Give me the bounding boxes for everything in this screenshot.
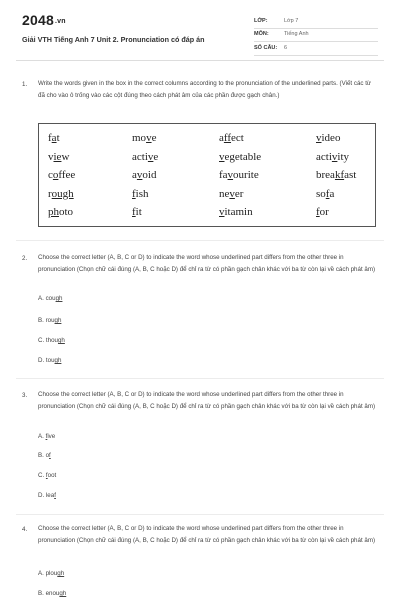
word-part: ne [219, 187, 230, 200]
option-letter: D. [38, 357, 46, 364]
option-letter: B. [38, 590, 46, 597]
word-item [132, 129, 158, 148]
word-part: ity [337, 150, 350, 163]
answer-option[interactable] [38, 295, 62, 302]
question-1-number: 1. [22, 81, 28, 88]
word-part: ect [231, 132, 244, 144]
header-divider [16, 60, 384, 61]
meta-count-value: 6 [284, 45, 288, 51]
option-word-part: o [45, 452, 50, 459]
option-letter: A. [38, 433, 46, 440]
word-underlined-part: v [219, 150, 225, 163]
word-underlined-part: v [229, 187, 235, 200]
word-item [219, 166, 261, 185]
option-underlined-part: f [49, 452, 51, 459]
word-part: ideo [321, 132, 341, 144]
word-item [316, 148, 356, 167]
word-part: ish [135, 187, 149, 200]
document-title: Giải VTH Tiếng Anh 7 Unit 2. Pronunciation có đáp án [22, 35, 205, 44]
option-underlined-part: f [45, 433, 48, 440]
option-letter: C. [38, 472, 46, 479]
section-divider [16, 378, 384, 379]
option-underlined-part: gh [57, 337, 65, 344]
word-underlined-part: f [132, 187, 136, 200]
word-item [48, 203, 75, 222]
word-item [132, 185, 158, 204]
word-underlined-part: v [136, 169, 143, 182]
word-item [219, 148, 261, 167]
logo-text: 2048 [22, 12, 54, 28]
word-part: t [56, 132, 60, 144]
answer-option[interactable] [38, 433, 55, 440]
word-part: oid [142, 169, 157, 182]
question-3-text: Choose the correct letter (A, B, C or D) to indicate the word whose underlined part differs from the other three in pronunciation (Chọn chữ cái đúng (A, B, C hoặc D) để chỉ ra từ có phần gạch chân khác với ba từ còn lại về cách phát âm) [38, 391, 376, 410]
word-underlined-part: v [316, 132, 322, 144]
word-part: fa [219, 169, 228, 182]
word-underlined-part: f [132, 206, 136, 219]
option-word-part: lea [45, 492, 55, 499]
option-word-part: oot [47, 472, 57, 479]
word-item [219, 129, 261, 148]
word-part: mo [132, 132, 147, 144]
word-underlined-part: a [51, 132, 57, 144]
section-divider [16, 514, 384, 515]
option-word-part: tou [45, 357, 55, 364]
option-letter: B. [38, 452, 46, 459]
word-item [48, 166, 75, 185]
word-item [48, 129, 75, 148]
option-underlined-part: gh [57, 570, 65, 577]
site-logo[interactable] [22, 12, 66, 28]
question-4-number: 4. [22, 526, 28, 533]
word-part: oto [59, 206, 74, 219]
word-part: so [316, 187, 326, 200]
answer-option[interactable] [38, 317, 61, 324]
word-item [132, 148, 158, 167]
word-part: acti [132, 150, 148, 163]
word-item [316, 129, 356, 148]
word-underlined-part: f [316, 206, 320, 219]
option-letter: A. [38, 295, 46, 302]
meta-count-label: SỐ CÂU: [254, 45, 278, 51]
word-part: ffee [58, 169, 76, 182]
option-word-part: plou [45, 570, 58, 577]
option-word-part: thou [45, 337, 58, 344]
word-part: or [319, 206, 329, 219]
question-1-text: Write the words given in the box in the correct columns according to the pronunciation of the underlined parts. (Viết các từ đã cho vào ô trống vào các cột đúng theo cách phát âm của các phần được gạch chân.) [38, 80, 372, 99]
document-header [0, 0, 400, 62]
word-item [316, 203, 356, 222]
option-letter: D. [38, 492, 46, 499]
logo-suffix: .vn [54, 18, 66, 25]
meta-class-label: LỚP: [254, 18, 268, 24]
section-divider [16, 240, 384, 241]
word-underlined-part: v [147, 150, 154, 163]
option-underlined-part: f [45, 472, 48, 479]
word-part: a [329, 187, 335, 200]
word-column-4 [316, 129, 356, 222]
answer-option[interactable] [38, 472, 56, 479]
option-letter: B. [38, 317, 46, 324]
meta-subject [254, 27, 378, 42]
word-underlined-part: ff [223, 132, 232, 144]
answer-option[interactable] [38, 452, 51, 459]
word-column-1 [48, 129, 75, 222]
word-item [316, 185, 356, 204]
word-part: f [48, 132, 52, 144]
option-word-part: enou [45, 590, 60, 597]
word-item [48, 185, 75, 204]
meta-subject-label: MÔN: [254, 31, 269, 37]
option-letter: A. [38, 570, 46, 577]
answer-option[interactable] [38, 570, 64, 577]
answer-option[interactable] [38, 337, 65, 344]
answer-option[interactable] [38, 492, 56, 499]
word-part: e [153, 150, 159, 163]
word-underlined-part: ph [48, 206, 59, 219]
word-column-2 [132, 129, 158, 222]
question-3-number: 3. [22, 392, 28, 399]
option-underlined-part: f [54, 492, 56, 499]
word-part: a [219, 132, 224, 144]
option-underlined-part: gh [54, 357, 62, 364]
answer-option[interactable] [38, 590, 66, 597]
option-underlined-part: gh [54, 317, 62, 324]
option-letter: C. [38, 337, 46, 344]
option-word-part: rou [45, 317, 55, 324]
word-underlined-part: v [331, 150, 338, 163]
word-underlined-part: kf [334, 169, 345, 182]
word-part: itamin [224, 206, 253, 219]
word-underlined-part: ie [53, 150, 62, 163]
question-4-text: Choose the correct letter (A, B, C or D) to indicate the word whose underlined part differs from the other three in pronunciation (Chọn chữ cái đúng (A, B, C hoặc D) để chỉ ra từ có phần gạch chân khác với ba từ còn lại về cách phát âm) [38, 525, 376, 544]
option-word-part: ive [47, 433, 56, 440]
meta-class-value: Lớp 7 [284, 18, 299, 24]
word-item [48, 148, 75, 167]
word-underlined-part: o [52, 169, 59, 182]
question-2-text: Choose the correct letter (A, B, C or D) to indicate the word whose underlined part differs from the other three in pronunciation (Chọn chữ cái đúng (A, B, C hoặc D) để chỉ ra từ có phần gạch chân khác với ba từ còn lại về cách phát âm) [38, 254, 376, 273]
meta-subject-value: Tiếng Anh [284, 31, 309, 37]
option-word-part: cou [45, 295, 56, 302]
word-part: er [234, 187, 244, 200]
word-underlined-part: v [146, 132, 152, 144]
word-underlined-part: ough [51, 187, 74, 200]
word-part: acti [316, 150, 332, 163]
word-part: w [61, 150, 70, 163]
word-column-3 [219, 129, 261, 222]
word-item [316, 166, 356, 185]
word-part: v [48, 150, 54, 163]
word-underlined-part: v [219, 206, 225, 219]
word-part: it [135, 206, 142, 219]
word-part: r [48, 187, 52, 200]
word-box [38, 123, 376, 227]
word-part: c [48, 169, 53, 182]
word-part: egetable [224, 150, 262, 163]
option-underlined-part: gh [59, 590, 67, 597]
question-2-number: 2. [22, 255, 28, 262]
option-underlined-part: gh [55, 295, 63, 302]
word-part: ourite [233, 169, 259, 182]
meta-question-count [254, 41, 378, 56]
word-part: a [132, 169, 137, 182]
word-item [219, 185, 261, 204]
word-underlined-part: v [227, 169, 234, 182]
word-part: ast [344, 169, 357, 182]
answer-option[interactable] [38, 357, 61, 364]
word-underlined-part: f [325, 187, 330, 200]
word-item [219, 203, 261, 222]
word-item [132, 203, 158, 222]
word-item [132, 166, 158, 185]
word-part: brea [316, 169, 335, 182]
word-part: e [151, 132, 157, 144]
